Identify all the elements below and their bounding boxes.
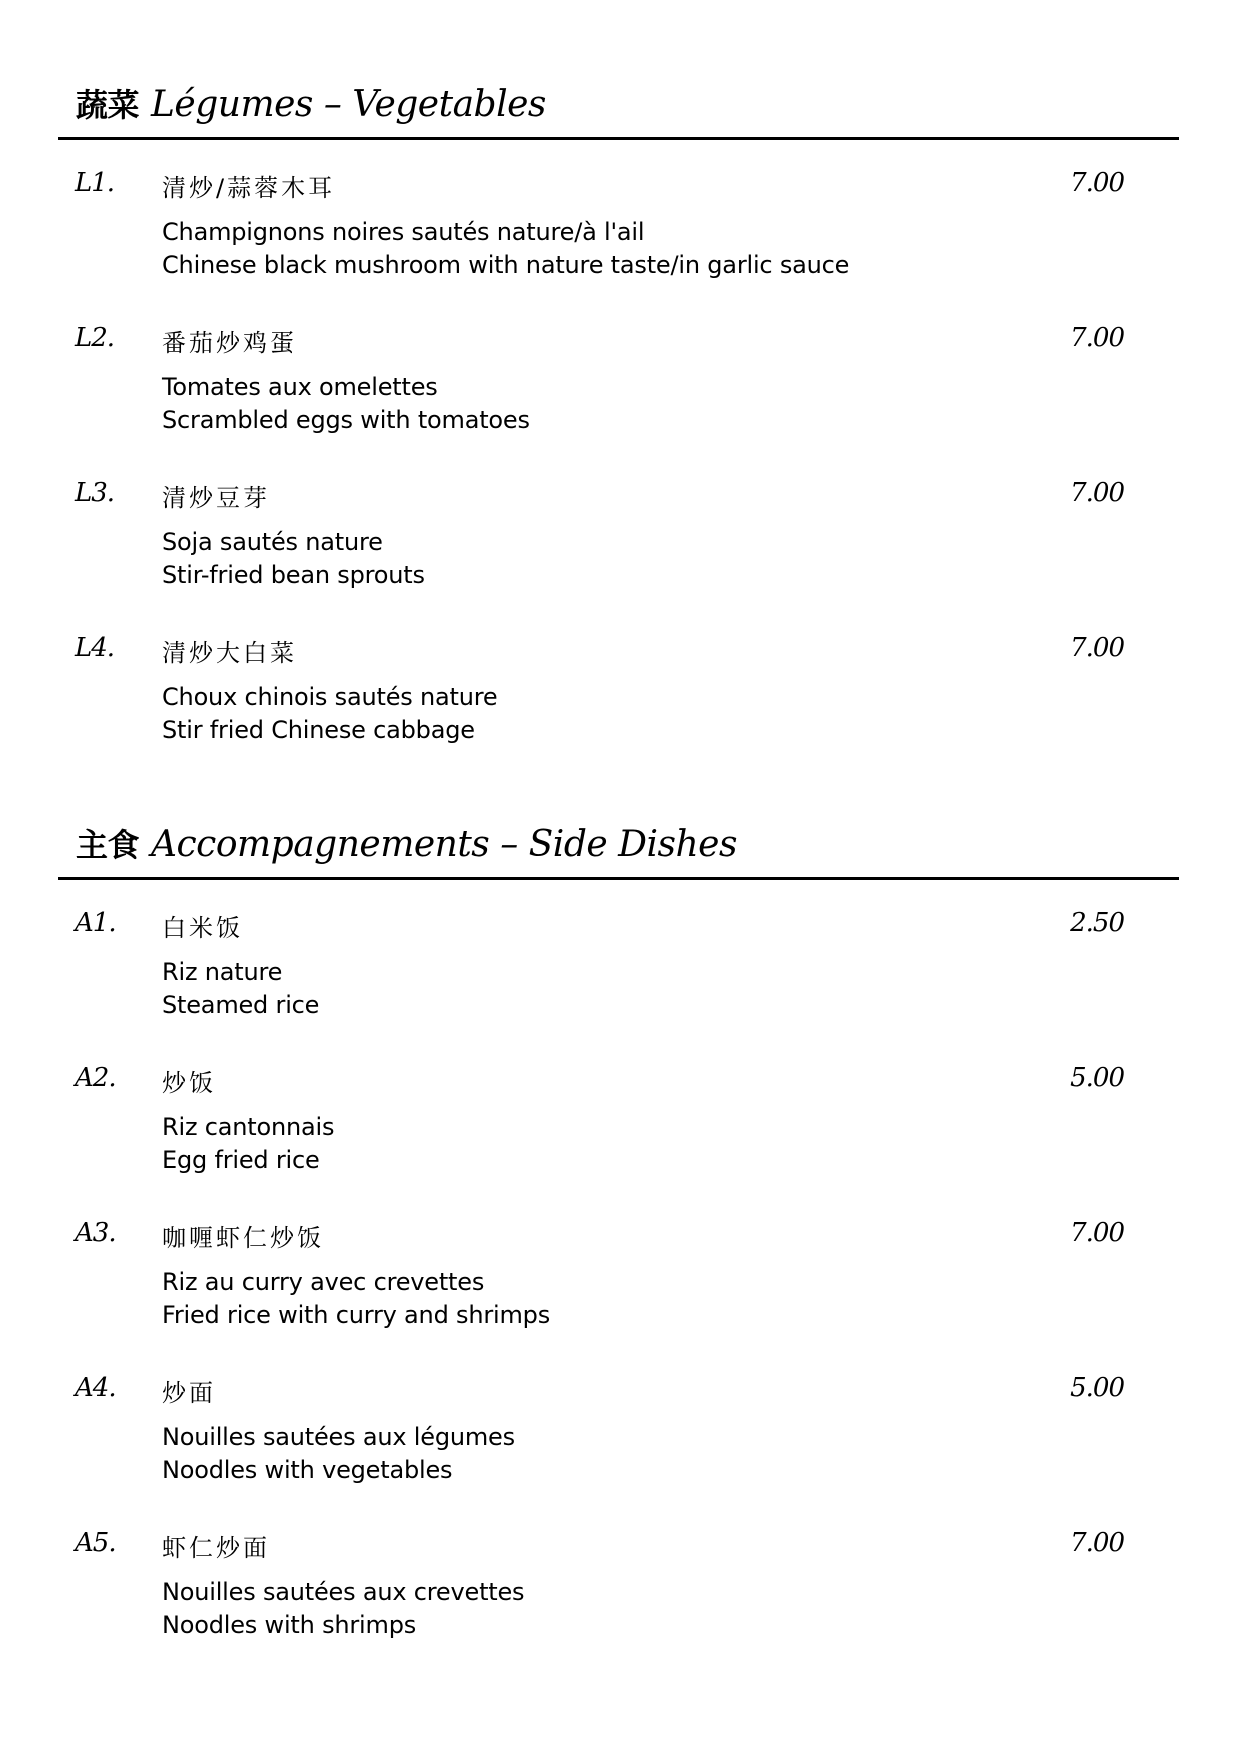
menu-item (58, 900, 1179, 1055)
item-code: A2. (75, 1063, 116, 1093)
menu-items-list (58, 160, 1179, 780)
section-title (76, 80, 546, 126)
item-price: 2.50 (1070, 908, 1124, 938)
menu-item (58, 1210, 1179, 1365)
item-name-fr: Nouilles sautées aux crevettes (162, 1578, 525, 1606)
item-price: 7.00 (1070, 633, 1124, 663)
item-name-en: Fried rice with curry and shrimps (162, 1301, 550, 1329)
menu-item (58, 1055, 1179, 1210)
item-name-fr: Soja sautés nature (162, 528, 383, 556)
item-price: 5.00 (1070, 1373, 1124, 1403)
item-price: 5.00 (1070, 1063, 1124, 1093)
section-divider (58, 137, 1179, 140)
item-name-en: Egg fried rice (162, 1146, 320, 1174)
item-price: 7.00 (1070, 1218, 1124, 1248)
item-name-en: Chinese black mushroom with nature taste/in garlic sauce (162, 251, 850, 279)
item-name-fr: Riz nature (162, 958, 283, 986)
item-name-cn: 炒面 (162, 1379, 216, 1407)
item-name-fr: Choux chinois sautés nature (162, 683, 498, 711)
item-name-en: Stir fried Chinese cabbage (162, 716, 475, 744)
item-name-cn: 炒饭 (162, 1069, 216, 1097)
item-name-fr: Champignons noires sautés nature/à l'ail (162, 218, 645, 246)
item-price: 7.00 (1070, 478, 1124, 508)
section-header (58, 80, 1179, 140)
item-name-fr: Riz cantonnais (162, 1113, 335, 1141)
item-code: A3. (75, 1218, 116, 1248)
item-name-en: Noodles with shrimps (162, 1611, 417, 1639)
item-name-cn: 清炒豆芽 (162, 484, 270, 512)
item-code: L2. (75, 323, 115, 353)
item-price: 7.00 (1070, 1528, 1124, 1558)
item-name-fr: Tomates aux omelettes (162, 373, 438, 401)
item-name-cn: 清炒大白菜 (162, 639, 297, 667)
menu-item (58, 160, 1179, 315)
menu-items-list (58, 900, 1179, 1675)
item-name-en: Noodles with vegetables (162, 1456, 453, 1484)
item-name-en: Steamed rice (162, 991, 320, 1019)
item-name-cn: 咖喱虾仁炒饭 (162, 1224, 324, 1252)
menu-item (58, 470, 1179, 625)
item-name-en: Scrambled eggs with tomatoes (162, 406, 530, 434)
item-name-fr: Riz au curry avec crevettes (162, 1268, 485, 1296)
item-code: A4. (75, 1373, 116, 1403)
item-code: A5. (75, 1528, 116, 1558)
section-header (58, 820, 1179, 880)
item-name-fr: Nouilles sautées aux légumes (162, 1423, 515, 1451)
item-name-cn: 番茄炒鸡蛋 (162, 329, 297, 357)
item-name-cn: 白米饭 (162, 914, 243, 942)
section-title-cn: 主食 (76, 826, 140, 864)
item-code: L1. (75, 168, 115, 198)
item-price: 7.00 (1070, 168, 1124, 198)
section-side-dishes (58, 820, 1179, 1655)
menu-item (58, 315, 1179, 470)
section-vegetables (58, 80, 1179, 760)
item-price: 7.00 (1070, 323, 1124, 353)
item-code: L4. (75, 633, 115, 663)
menu-item (58, 1365, 1179, 1520)
item-name-en: Stir-fried bean sprouts (162, 561, 425, 589)
section-title-text: Accompagnements – Side Dishes (151, 824, 737, 865)
item-code: L3. (75, 478, 115, 508)
item-code: A1. (75, 908, 116, 938)
section-title-text: Légumes – Vegetables (151, 84, 546, 125)
section-title (76, 820, 737, 866)
menu-item (58, 625, 1179, 780)
section-divider (58, 877, 1179, 880)
section-title-cn: 蔬菜 (76, 86, 140, 124)
menu-item (58, 1520, 1179, 1675)
item-name-cn: 清炒/蒜蓉木耳 (162, 174, 336, 202)
item-name-cn: 虾仁炒面 (162, 1534, 270, 1562)
